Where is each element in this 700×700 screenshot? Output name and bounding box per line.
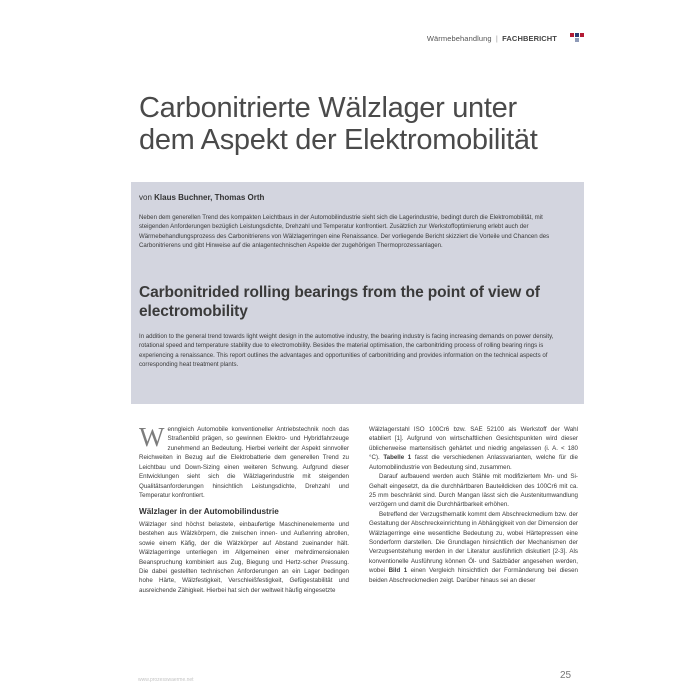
- abstract-english: In addition to the general trend towards light weight design in the automotive industry, the bearing industry is facing increasing demands on power density, rotational speed and temperature stability due to electromobility. Besides the material optimisation, the carbonitriding process of rolling bearing rings is experiencing a renaissance. This report outlines the advantages and opportunities of carbonitriding and provides information on the technical aspects of corresponding heat treatment plants.: [139, 333, 554, 369]
- body-column-left: [139, 422, 349, 595]
- running-header: [427, 34, 557, 43]
- figure-1-reference: Bild 1: [388, 567, 408, 575]
- footer-url: www.prozesswaerme.net: [138, 677, 194, 683]
- p3-text-after: einen Vergleich hinsichtlich der Formänderung bei diesen beiden Abschreckmedien zeigt. Darüber hinaus sei an dieser: [369, 567, 578, 584]
- header-section: Wärmebehandlung: [426, 34, 492, 43]
- article-title: Carbonitrierte Wälzlager unter dem Aspekt der Elektromobilität: [139, 92, 538, 156]
- abstract-german: Neben dem generellen Trend des kompakten Leichtbaus in der Automobilindustrie sieht sich die Lagerindustrie, bedingt durch die Elektromobilität, mit steigenden Anforderungen bezüglich Leistungsdichte, Drehzahl und Temperatur konfrontiert. Zusätzlich zur Werkstoffoptimierung erlebt auch der Wärmebehandlungsprozess des Carbonitrierens von Wälzlagerringen eine Renaissance. Der vorliegende Bericht skizziert die Vorteile und Chancen des Carbonitrierens und gibt Hinweise auf die anlagentechnischen Aspekte der zugehörigen Thermoprozessanlagen.: [139, 214, 550, 250]
- paragraph-1: [369, 425, 578, 472]
- byline: [139, 193, 264, 202]
- table-1-reference: Tabelle 1: [383, 454, 412, 462]
- authors: Klaus Buchner, Thomas Orth: [154, 193, 265, 202]
- section-heading: Wälzlager in der Automobilindustrie: [139, 507, 279, 517]
- p1-text-before: Wälzlagerstahl ISO 100Cr6 bzw. SAE 52100 als Werkstoff der Wahl etabliert [1]. Aufgrund von wirtschaftlichen Gesichtspunkten wird dieser üblicherweise martensitisch gehärtet und niedrig angelassen (i. A. < 180 °C).: [369, 426, 578, 462]
- p1-text-after: fasst die verschiedenen Anlassvarianten, welche für die Automobilindustrie von Bedeutung sind, zusammen.: [369, 454, 578, 471]
- dropcap: W: [139, 422, 165, 452]
- body-column-right: [369, 425, 578, 585]
- paragraph-2: Darauf aufbauend werden auch Stähle mit modifiziertem Mn- und Si-Gehalt eingesetzt, da die durchhärtbaren Bauteildicken des 100Cr6 mit ca. 25 mm beschränkt sind. Durch Mangan lässt sich die Austenitumwandlung verzögern und damit die Durchhärtbarkeit erhöhen.: [369, 473, 578, 509]
- paragraph-3: [369, 510, 578, 585]
- p3-text-before: Betreffend der Verzugsthematik kommt dem Abschreckmedium bzw. der Gestaltung der Abschreckeinrichtung in Abhängigkeit von der Dimension der Wälzlagerringe eine wesentliche Bedeutung zu, wobei Härtepressen eine Sonderform darstellen. Die Grundlagen hinsichtlich der Mechanismen der Verzugsentstehung werden in der Literatur ausführlich diskutiert [2-3]. Als konventionelle Ausführung können Öl- und Salzbäder angesehen werden, wobei: [369, 510, 578, 575]
- english-title: Carbonitrided rolling bearings from the point of view of electromobility: [139, 284, 540, 320]
- publisher-logo-icon: [570, 33, 584, 43]
- byline-prefix: von: [139, 193, 152, 202]
- intro-paragraph: [139, 422, 349, 500]
- page-number: 25: [560, 670, 572, 681]
- header-separator: |: [495, 34, 498, 43]
- section-paragraph: Wälzlager sind höchst belastete, einbaufertige Maschinenelemente und bestehen aus Wälzkörpern, die zwischen innen- und Außenring abrollen, sowie einem Käfig, der die Wälzkörper auf Abstand zueinander hält. Wälzlagerringe unterliegen im Allgemeinen einer mehrdimensionalen Beanspruchung kombiniert aus Zug, Biegung und Hertz-scher Pressung. Die dabei gestellten technischen Anforderungen an ein Lager bedingen hohe Härte, Wälzfestigkeit, Verschleißfestigkeit, Gefügestabilität und ausreichende Zähigkeit. Hierbei hat sich der weltweit häufig eingesetzte: [139, 520, 349, 594]
- intro-text: enngleich Automobile konventioneller Antriebstechnik noch das Straßenbild prägen, so gewinnen Elektro- und Hybridfahrzeuge zunehmend an Bedeutung. Hierbei verleiht der Aspekt sinnvoller Reichweiten in Bezug auf die Elektrobatterie dem generellen Trend zu Leichtbau und Down-Sizing einen weiteren Schwung. Aufgrund dieser Entwicklungen sieht sich die Wälzlagerindustrie mit steigenden Qualitätsanforderungen hinsichtlich Leistungsdichte, Drehzahl und Temperatur konfrontiert.: [139, 426, 349, 499]
- header-category: FACHBERICHT: [502, 34, 557, 43]
